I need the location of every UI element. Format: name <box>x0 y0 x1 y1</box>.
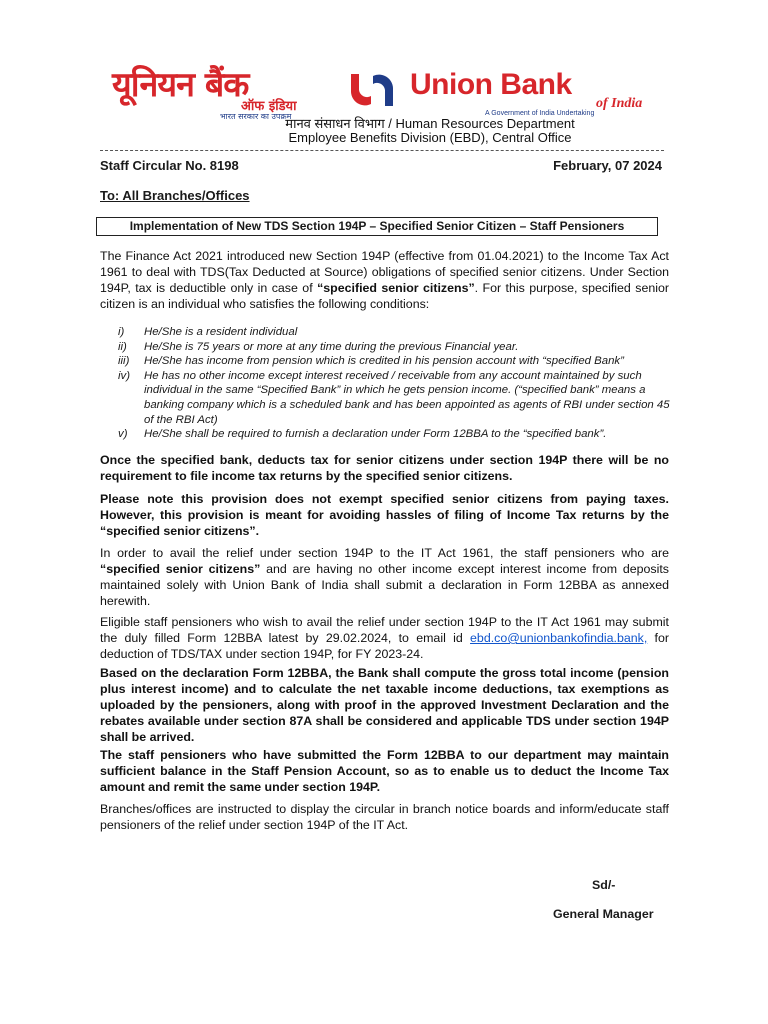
list-item <box>118 354 674 369</box>
union-bank-logo-icon <box>345 70 399 110</box>
intro-text-2: . For this purpose, specified senior citizen is an individual who satisfies the following conditions: <box>100 281 669 311</box>
email-link[interactable]: ebd.co@unionbankofindia.bank, <box>470 631 648 645</box>
list-item-text: He/She shall be required to furnish a declaration under Form 12BBA to the “specified bank”. <box>144 428 607 441</box>
english-bank-sub: of India <box>596 96 643 111</box>
intro-paragraph <box>100 248 669 312</box>
english-bank-name: Union Bank <box>410 68 572 101</box>
paragraph-computation: Based on the declaration Form 12BBA, the Bank shall compute the gross total income (pension plus interest income) and to calculate the net taxable income deductions, tax exemptions as uploaded by the pensioners, along with proof in the approved Investment Declaration and the rebates available under section 87A shall be considered and applicable TDS under section 194P shall be arrived. <box>100 666 669 744</box>
department-line: मानव संसाधन विभाग / Human Resources Department <box>285 116 575 131</box>
english-tagline: A Government of India Undertaking <box>485 110 595 117</box>
hindi-tagline: भारत सरकार का उपक्रम <box>220 112 292 121</box>
list-item-number: iii) <box>118 355 130 368</box>
list-item <box>118 340 674 355</box>
list-item-text: He/She is a resident individual <box>144 326 298 338</box>
list-item-number: iv) <box>118 369 131 382</box>
conditions-list <box>118 325 674 442</box>
list-item-number: i) <box>118 326 125 338</box>
signatory-title: General Manager <box>553 907 654 921</box>
paragraph-balance: The staff pensioners who have submitted the Form 12BBA to our department may maintain sufficient balance in the Staff Pension Account, so as to enable us to deduct the Income Tax amount and remit the same under section 194P. <box>100 748 669 794</box>
list-item-number: ii) <box>118 340 127 353</box>
list-item-text: He/She is 75 years or more at any time during the previous Financial year. <box>144 340 519 353</box>
list-item <box>118 325 674 340</box>
subject-box: Implementation of New TDS Section 194P – Specified Senior Citizen – Staff Pensioners <box>96 217 658 236</box>
p3-bold: “specified senior citizens” <box>100 562 261 576</box>
paragraph-avail-relief <box>100 545 669 609</box>
circular-date: February, 07 2024 <box>553 158 662 173</box>
p4-text-1: Eligible staff pensioners who wish to avail the relief under section 194P to the IT Act 1961 may submit the duly filled Form 12BBA latest by 29.02.2024, to email id <box>100 615 669 645</box>
intro-bold: “specified senior citizens” <box>317 281 475 295</box>
list-item <box>118 427 674 442</box>
paragraph-eligible <box>100 614 669 662</box>
p3-text-2: and are having no other income except interest income from deposits maintained solely with Union Bank of India shall submit a declaration in Form 12BBA as annexed herewith. <box>100 562 669 608</box>
list-item-text: He/She has income from pension which is credited in his pension account with “specified Bank” <box>144 355 624 368</box>
paragraph-no-itr: Once the specified bank, deducts tax for senior citizens under section 194P there will be no requirement to file income tax returns by the specified senior citizens. <box>100 453 669 483</box>
p3-text-1: In order to avail the relief under section 194P to the IT Act 1961, the staff pensioners who are <box>100 546 669 560</box>
paragraph-not-exempt: Please note this provision does not exempt specified senior citizens from paying taxes. However, this provision is meant for avoiding hassles of filing of Income Tax returns by the “specified senior citizens”. <box>100 492 669 538</box>
list-item-text: He has no other income except interest received / receivable from any account maintained by such individual in the same “Specified Bank” in which he gets pension income. (“specified bank” means a banking company which is a scheduled bank and has been appointed as agents of RBI under section 45 of the RBI Act) <box>144 369 670 426</box>
list-item <box>118 369 674 427</box>
hindi-bank-sub: ऑफ इंडिया <box>241 99 297 114</box>
intro-text-1: The Finance Act 2021 introduced new Section 194P (effective from 01.04.2021) to the Income Tax Act 1961 to deal with TDS(Tax Deducted at Source) obligations of specified senior citizens. Under Section 194P, tax is deductible only in case of <box>100 249 669 295</box>
addressee-line: To: All Branches/Offices <box>100 188 250 203</box>
list-item-number: v) <box>118 428 128 441</box>
paragraph-display: Branches/offices are instructed to display the circular in branch notice boards and inform/educate staff pensioners of the relief under section 194P of the IT Act. <box>100 802 669 832</box>
p4-text-2: for deduction of TDS/TAX under section 194P, for FY 2023-24. <box>100 631 670 661</box>
circular-number: Staff Circular No. 8198 <box>100 158 239 173</box>
division-line: Employee Benefits Division (EBD), Central Office <box>288 130 572 145</box>
hindi-bank-name: यूनियन बैंक <box>112 65 249 105</box>
dashed-divider <box>100 150 664 151</box>
signature-sd: Sd/- <box>592 878 616 892</box>
